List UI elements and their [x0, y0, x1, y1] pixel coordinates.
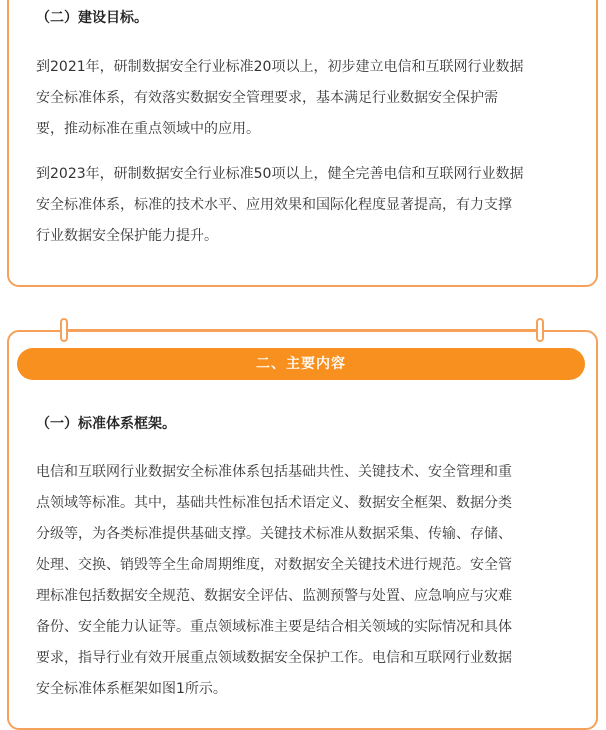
- goals-paragraph-2021: [36, 52, 570, 145]
- paragraph-line: 安全标准体系，有效落实数据安全管理要求，基本满足行业数据安全保护需: [36, 90, 498, 106]
- framework-paragraph: [36, 457, 570, 705]
- connector-line: [68, 329, 538, 331]
- paragraph-line: 要，推动标准在重点领域中的应用。: [36, 121, 260, 137]
- paragraph-line: 要求，指导行业有效开展重点领域数据安全保护工作。电信和互联网行业数据: [36, 650, 512, 666]
- paragraph-line: 备份、安全能力认证等。重点领域标准主要是结合相关领域的实际情况和具体: [36, 619, 512, 635]
- goals-heading: （二）建设目标。: [36, 10, 148, 26]
- paragraph-line: 到2023年，研制数据安全行业标准50项以上，健全完善电信和互联网行业数据: [36, 166, 524, 182]
- connector-ring-left: [60, 318, 68, 342]
- paragraph-line: 安全标准体系，标准的技术水平、应用效果和国际化程度显著提高，有力支撑: [36, 197, 512, 213]
- paragraph-line: 到2021年，研制数据安全行业标准20项以上，初步建立电信和互联网行业数据: [36, 59, 524, 75]
- paragraph-line: 电信和互联网行业数据安全标准体系包括基础共性、关键技术、安全管理和重: [36, 464, 512, 480]
- paragraph-line: 点领域等标准。其中，基础共性标准包括术语定义、数据安全框架、数据分类: [36, 495, 512, 511]
- section-banner: 二、主要内容: [17, 348, 585, 380]
- paragraph-line: 行业数据安全保护能力提升。: [36, 228, 218, 244]
- paragraph-line: 分级等，为各类标准提供基础支撑。关键技术标准从数据采集、传输、存储、: [36, 526, 512, 542]
- paragraph-line: 安全标准体系框架如图1所示。: [36, 681, 227, 697]
- goals-paragraph-2023: [36, 159, 570, 252]
- paragraph-line: 理标准包括数据安全规范、数据安全评估、监测预警与处置、应急响应与灾难: [36, 588, 512, 604]
- connector-ring-right: [536, 318, 544, 342]
- framework-heading: （一）标准体系框架。: [36, 416, 176, 432]
- paragraph-line: 处理、交换、销毁等全生命周期维度，对数据安全关键技术进行规范。安全管: [36, 557, 512, 573]
